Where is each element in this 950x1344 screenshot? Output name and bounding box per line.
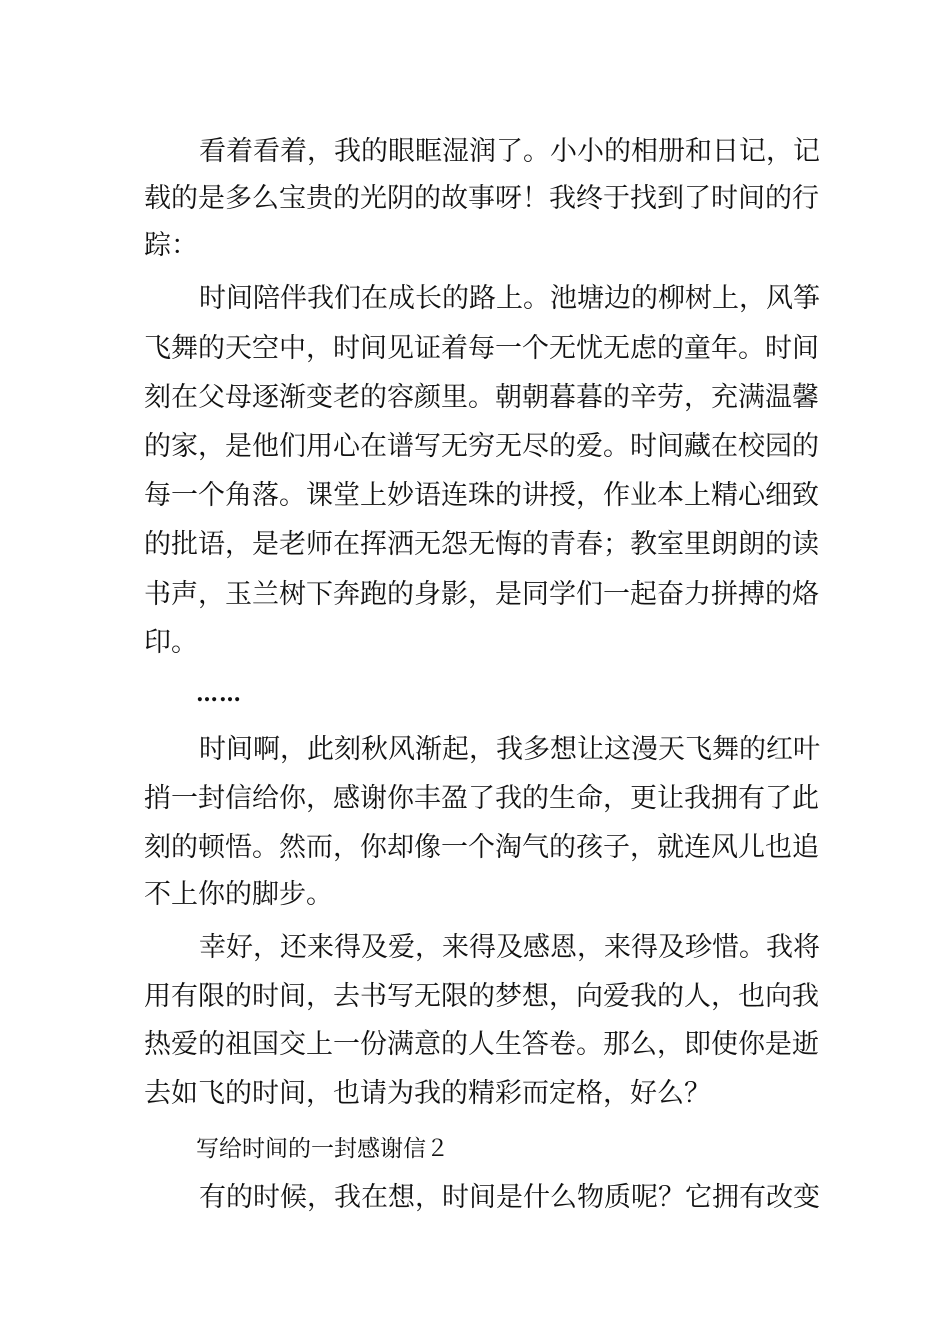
paragraph-3-line-3: 刻的顿悟。然而，你却像一个淘气的孩子，就连风儿也追	[144, 832, 819, 863]
paragraph-2-line-6: 的批语，是老师在挥洒无怨无悔的青春；教室里朗朗的读	[144, 529, 819, 560]
ellipsis-line: ……	[196, 681, 242, 707]
paragraph-3-line-4: 不上你的脚步。	[144, 879, 333, 910]
paragraph-4-line-1: 幸好，还来得及爱，来得及感恩，来得及珍惜。我将	[199, 932, 820, 963]
paragraph-4-line-2: 用有限的时间，去书写无限的梦想，向爱我的人，也向我	[144, 981, 819, 1012]
paragraph-2-line-4: 的家，是他们用心在谱写无穷无尽的爱。时间藏在校园的	[144, 431, 819, 462]
paragraph-2-line-5: 每一个角落。课堂上妙语连珠的讲授，作业本上精心细致	[144, 480, 819, 511]
paragraph-3-line-2: 捎一封信给你，感谢你丰盈了我的生命，更让我拥有了此	[144, 783, 819, 814]
paragraph-3-line-1: 时间啊，此刻秋风渐起，我多想让这漫天飞舞的红叶	[199, 734, 820, 765]
paragraph-5-line-1: 有的时候，我在想，时间是什么物质呢？它拥有改变	[199, 1182, 820, 1213]
paragraph-2-line-1: 时间陪伴我们在成长的路上。池塘边的柳树上，风筝	[199, 283, 820, 314]
paragraph-2-line-3: 刻在父母逐渐变老的容颜里。朝朝暮暮的辛劳，充满温馨	[144, 382, 819, 413]
paragraph-1-line-2: 载的是多么宝贵的光阴的故事呀！我终于找到了时间的行	[144, 183, 819, 214]
paragraph-2-line-8: 印。	[144, 627, 198, 658]
section-heading: 写给时间的一封感谢信２	[196, 1136, 449, 1162]
paragraph-4-line-3: 热爱的祖国交上一份满意的人生答卷。那么，即使你是逝	[144, 1029, 819, 1060]
paragraph-1-line-1: 看着看着，我的眼眶湿润了。小小的相册和日记，记	[199, 136, 820, 167]
paragraph-2-line-2: 飞舞的天空中，时间见证着每一个无忧无虑的童年。时间	[144, 333, 819, 364]
paragraph-1-line-3: 踪：	[144, 230, 198, 261]
paragraph-2-line-7: 书声，玉兰树下奔跑的身影，是同学们一起奋力拼搏的烙	[144, 579, 819, 610]
paragraph-4-line-4: 去如飞的时间，也请为我的精彩而定格，好么？	[144, 1078, 711, 1109]
